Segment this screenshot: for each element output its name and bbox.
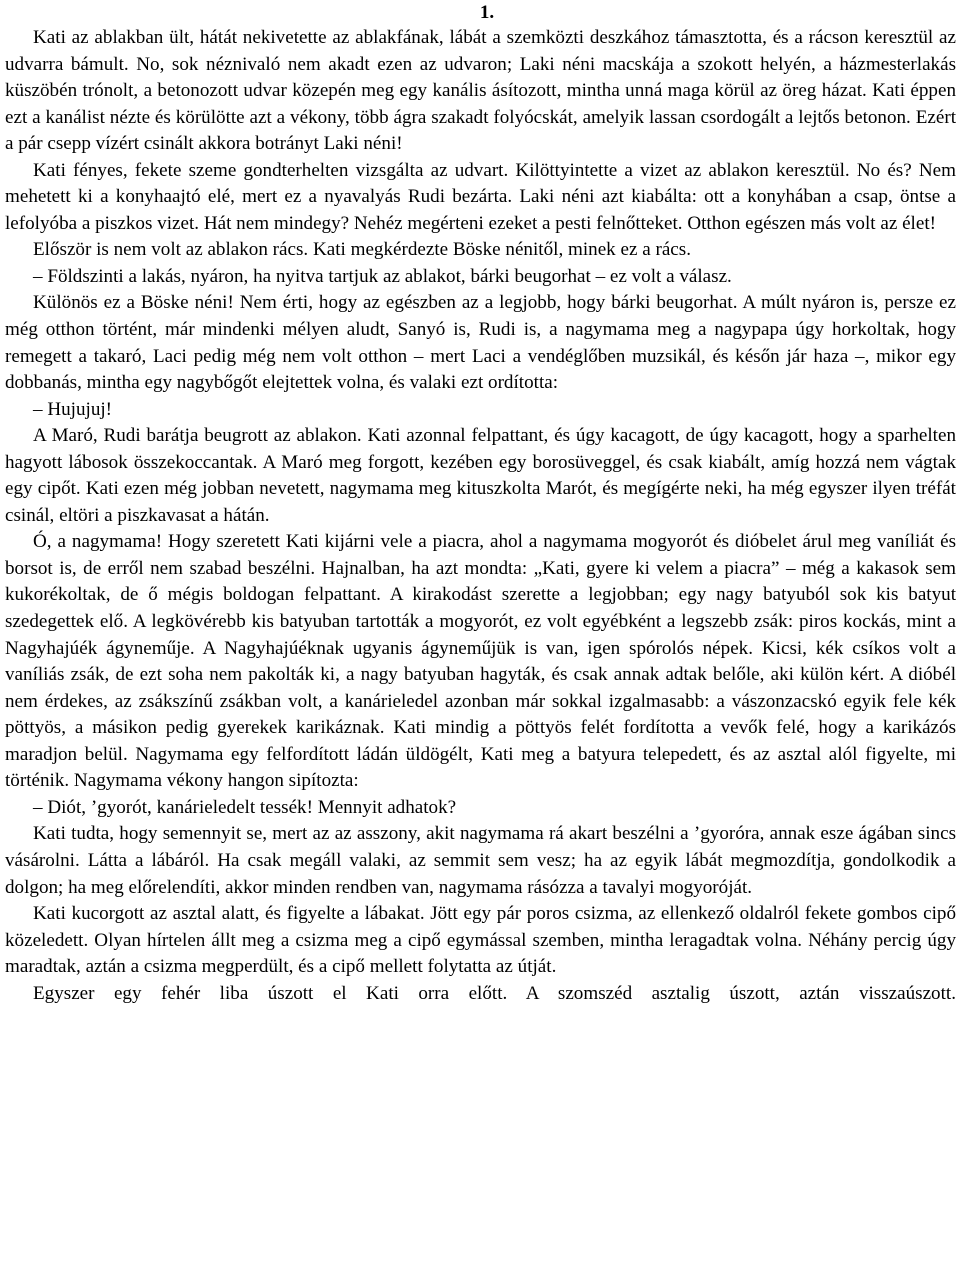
paragraph: Kati tudta, hogy semennyit se, mert az az asszony, akit nagymama rá akart beszélni a ’gyoróra, annak esze ágában sincs vásárolni. Látta a lábáról. Ha csak megáll valaki, az semmit sem vesz; ha az egyik lábát megmozdítja, gondolkodik a dolgon; ha meg előrelendíti, akkor minden rendben van, nagymama rásózza a tavalyi mogyoróját. [5, 823, 956, 898]
paragraph: Először is nem volt az ablakon rács. Kati megkérdezte Böske nénitől, minek ez a rács. [33, 239, 691, 261]
dialogue-paragraph: – Földszinti a lakás, nyáron, ha nyitva tartjuk az ablakot, bárki beugorhat – ez volt a válasz. [33, 265, 732, 287]
paragraph: Kati az ablakban ült, hátát nekivetette az ablakfának, lábát a szemközti deszkához támasztotta, és a rácson keresztül az udvarra bámult. No, sok néznivaló nem akadt ezen az udvaron; Laki néni macskája a szokott helyén, a házmesterlakás küszöbén trónolt, a betonozott udvar közepén meg egy kanális ásítozott, mintha unná maga körül az öreg házat. Kati éppen ezt a kanálist nézte és körülötte azt a vékony, több ágra szakadt folyócskát, amelyik lassan csordogált a lejtős betonon. Ezért a pár csepp vízért csinált akkora botrányt Laki néni! [5, 27, 956, 155]
chapter-number: 1. [479, 2, 495, 23]
dialogue-paragraph: – Hujujuj! [33, 398, 113, 420]
paragraph: Ó, a nagymama! Hogy szeretett Kati kijárni vele a piacra, ahol a nagymama mogyorót és dióbelet árul meg vaníliát és borsot is, de erről nem szabad beszélni. Hajnalban, ha azt mondta: „Kati, gyere ki velem a piacra” – még a kakasok sem kukorékoltak, de ő mégis boldogan felpattant. A kirakodást szerette a legjobban; egy nagy batyuból sok kis batyut szedegettek elő. A legkövérebb kis batyuban tartották a mogyorót, ez volt egyébként a legszebb zsák: piros kockás, mint a Nagyhajúék ágyneműje. A Nagyhajúéknak ugyanis ágyneműjük is van, igen spórolós népek. Kicsi, kék csíkos volt a vaníliás zsák, de ezt soha nem pakolták ki, a nagy batyuban hagyták, és csak annak adtak belőle, aki külön kért. A dióbél nem érdekes, az zsákszínű zsákban volt, a kanárieledel azonban már sokkal izgalmasabb: a vászonzacskó egyik fele kék pöttyös, a másikon pedig gyerekek karikáznak. Kati mindig a pöttyös felét fordította a vevők felé, hogy a karikázós maradjon belül. Nagymama egy felfordított ládán üldögélt, Kati meg a batyura telepedett, és az asztal alól figyelte, mi történik. Nagymama vékony hangon sipítozta: [5, 531, 956, 792]
paragraph: Különös ez a Böske néni! Nem érti, hogy az egészben az a legjobb, hogy bárki beugorhat. A múlt nyáron is, persze ez még otthon történt, már mindenki mélyen aludt, Sanyó is, Rudi is, a nagymama meg a nagypapa úgy horkoltak, hogy remegett a takaró, Laci pedig még nem volt otthon – mert Laci a vendéglőben muzsikál, és későn jár haza –, mikor egy dobbanás, mintha egy nagybőgőt elejtettek volna, és valaki ezt ordította: [5, 292, 956, 394]
paragraph: Egyszer egy fehér liba úszott el Kati orra előtt. A szomszéd asztalig úszott, aztán visszaúszott. [33, 982, 956, 1004]
paragraph: Kati fényes, fekete szeme gondterhelten vizsgálta az udvart. Kilöttyintette a vizet az ablakon keresztül. No és? Nem mehetett ki a konyhaajtó elé, mert ez a nyavalyás Rudi bezárta. Laki néni azt kiabálta: ott a konyhában a csap, öntse a lefolyóba a piszkos vizet. Hát nem mindegy? Nehéz megérteni ezeket a pesti felnőtteket. Otthon egészen más volt az élet! [5, 159, 956, 234]
paragraph: Kati kucorgott az asztal alatt, és figyelte a lábakat. Jött egy pár poros csizma, az ellenkező oldalról fekete gombos cipő közeledett. Olyan hírtelen állt meg a csizma meg a cipő egymással szemben, mintha leragadtak volna. Néhány percig úgy maradtak, aztán a csizma megperdült, és a cipő mellett folytatta az útját. [5, 903, 956, 978]
dialogue-paragraph: – Diót, ’gyorót, kanárieledelt tessék! Mennyit adhatok? [33, 796, 457, 818]
paragraph: A Maró, Rudi barátja beugrott az ablakon. Kati azonnal felpattant, és úgy kacagott, de úgy kacagott, hogy a sparhelten hagyott lábosok összekoccantak. A Maró meg forgott, kezében egy borosüveggel, és csak kiabált, amíg hozzá nem vágtak egy cipőt. Kati ezen még jobban nevetett, nagymama meg kituszkolta Marót, és megígérte neki, ha még egyszer ilyen tréfát csinál, eltöri a piszkavasat a hátán. [5, 425, 956, 526]
